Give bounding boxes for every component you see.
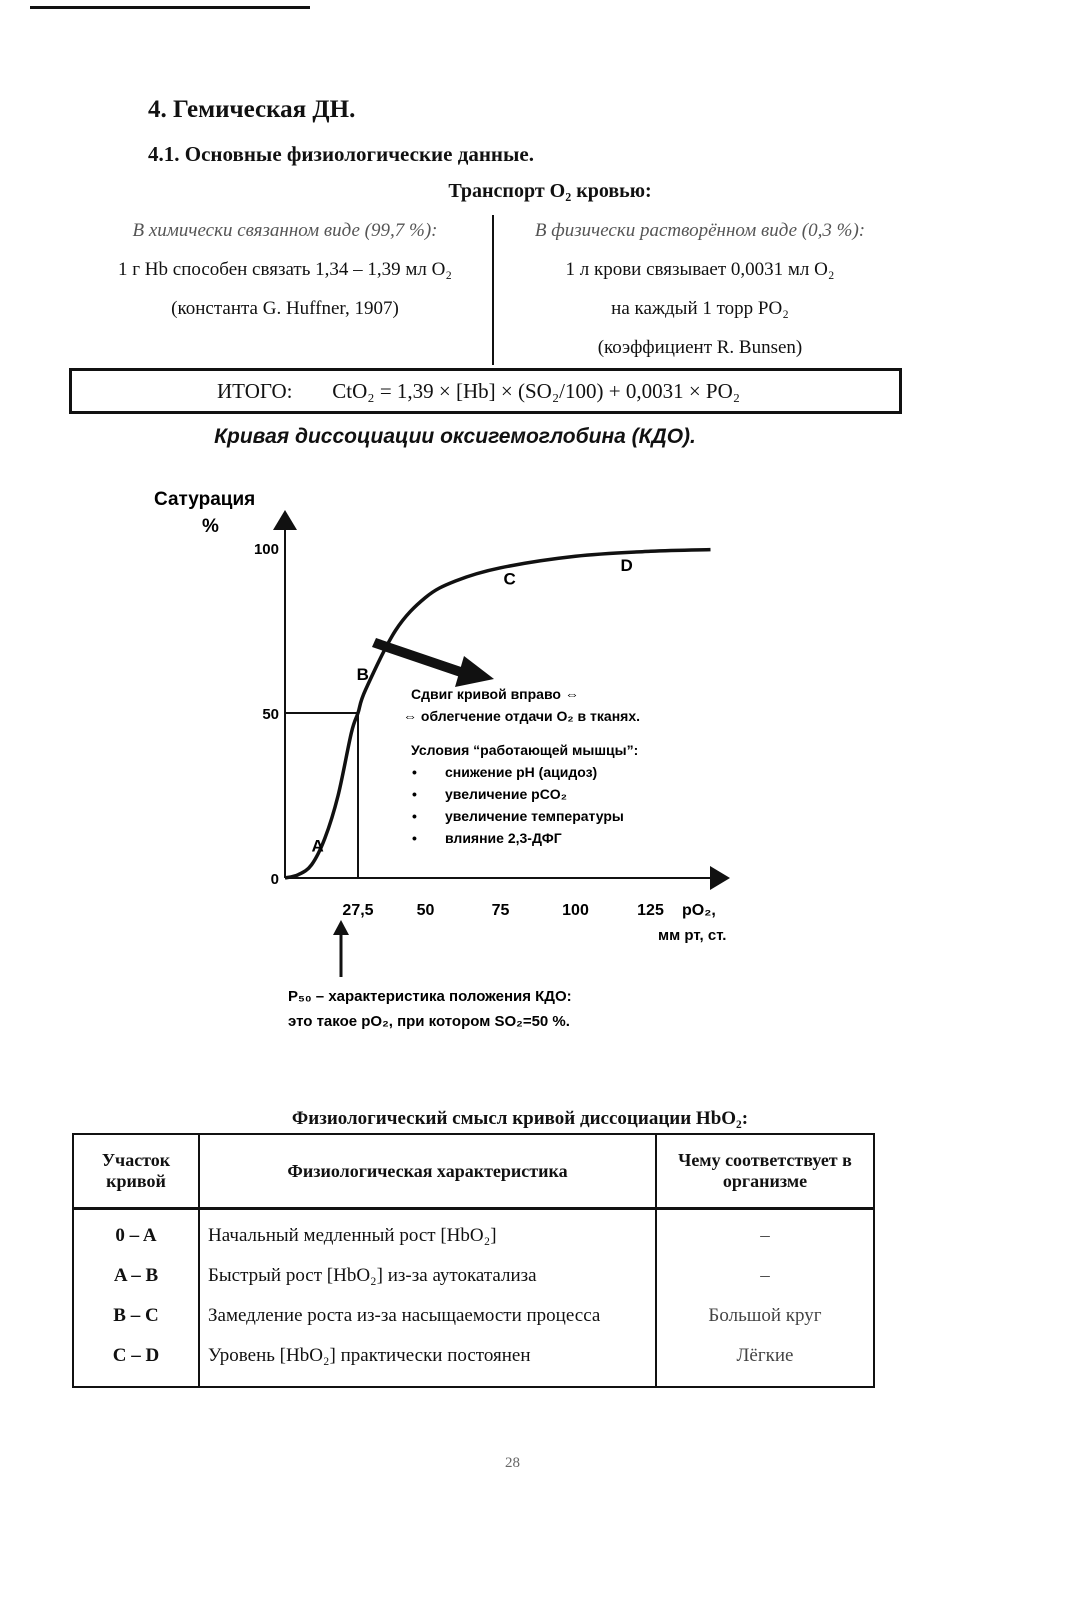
condition-item: увеличение pCO₂ — [445, 786, 567, 802]
row-segment: B – C — [73, 1296, 199, 1336]
conditions-list — [412, 764, 624, 846]
row-organ: – — [656, 1209, 874, 1257]
x-tick-label: 125 — [637, 902, 664, 919]
point-label-a: A — [311, 836, 324, 856]
table-row — [73, 1209, 874, 1257]
chemical-binding-block — [75, 211, 495, 328]
y-axis-label: Сатурация — [154, 489, 256, 510]
y-axis-unit: % — [202, 516, 219, 537]
table-header-row — [73, 1134, 874, 1209]
physical-caption: В физически растворённом виде (0,3 %): — [534, 220, 866, 241]
chemical-line-1: 1 г Hb способен связать 1,34 – 1,39 мл O₂ — [118, 259, 452, 280]
p50-note-line-1: P₅₀ – характеристика положения КДО: — [288, 988, 572, 1005]
row-segment: 0 – A — [73, 1209, 199, 1257]
condition-item: снижение pH (ацидоз) — [445, 764, 598, 780]
shift-annotation-line-1: Сдвиг кривой вправо ⇔ — [411, 686, 579, 702]
page-number: 28 — [505, 1455, 520, 1471]
condition-bullet: • — [412, 830, 417, 846]
physiology-table — [72, 1133, 875, 1388]
condition-bullet: • — [412, 764, 417, 780]
chemical-line-2: (константа G. Huffner, 1907) — [171, 298, 399, 319]
y-tick-label: 100 — [253, 541, 279, 558]
section-heading: 4. Гемическая ДН. — [148, 96, 356, 123]
point-label-d: D — [620, 556, 633, 576]
condition-item: влияние 2,3-ДФГ — [445, 830, 562, 846]
x-tick-label: 27,5 — [342, 902, 374, 919]
row-organ: Большой круг — [656, 1296, 874, 1336]
table-row — [73, 1296, 874, 1336]
total-formula-box — [69, 368, 902, 414]
condition-bullet: • — [412, 808, 417, 824]
row-description: Быстрый рост [HbO₂] из-за аутокатализа — [199, 1256, 656, 1296]
row-organ: Лёгкие — [656, 1336, 874, 1387]
total-formula: CtO₂ = 1,39 × [Hb] × (SO₂/100) + 0,0031 × PO₂ — [332, 379, 741, 403]
p50-note-line-2: это такое pO₂, при котором SO₂=50 %. — [288, 1013, 570, 1030]
physical-line-3: (коэффициент R. Bunsen) — [597, 337, 803, 358]
condition-item: увеличение температуры — [445, 808, 624, 824]
x-tick-label: 100 — [562, 902, 589, 919]
table-title: Физиологический смысл кривой диссоциации HbO₂: — [291, 1108, 749, 1129]
header-characteristic: Физиологическая характеристика — [199, 1134, 656, 1209]
chemical-caption: В химически связанном виде (99,7 %): — [132, 220, 438, 241]
shift-right-arrow — [372, 638, 494, 687]
column-divider — [492, 215, 494, 365]
row-description: Уровень [HbO₂] практически постоянен — [199, 1336, 656, 1387]
shift-annotation-line-2: ⇔ облегчение отдачи O₂ в тканях. — [403, 708, 640, 724]
conditions-title: Условия “работающей мышцы”: — [411, 742, 639, 758]
y-tick-label: 50 — [262, 706, 279, 723]
header-organism: Чему соответствует в организме — [656, 1134, 874, 1209]
subsection-heading: 4.1. Основные физиологические данные. — [148, 142, 534, 166]
row-segment: C – D — [73, 1336, 199, 1387]
row-description: Начальный медленный рост [HbO₂] — [199, 1209, 656, 1257]
p50-up-arrow — [333, 920, 349, 977]
dissociation-curve-chart — [140, 480, 780, 1060]
physical-line-1: 1 л крови связывает 0,0031 мл O₂ — [565, 259, 835, 280]
row-segment: A – B — [73, 1256, 199, 1296]
row-organ: – — [656, 1256, 874, 1296]
chart-title: Кривая диссоциации оксигемоглобина (КДО). — [214, 425, 696, 448]
x-axis-unit: мм рт, ст. — [658, 927, 727, 944]
y-tick-label: 0 — [270, 871, 279, 888]
condition-bullet: • — [412, 786, 417, 802]
row-description: Замедление роста из-за насыщаемости процесса — [199, 1296, 656, 1336]
x-axis-label: pO₂, — [682, 902, 716, 919]
transport-title: Транспорт O₂ кровью: — [448, 180, 652, 202]
table-row — [73, 1256, 874, 1296]
point-label-b: B — [356, 665, 369, 684]
x-tick-label: 50 — [416, 902, 435, 919]
table-row — [73, 1336, 874, 1387]
point-label-c: C — [503, 569, 516, 589]
top-rule — [30, 6, 310, 9]
physical-dissolved-block — [500, 211, 900, 367]
total-label: ИТОГО: — [217, 379, 293, 403]
x-tick-label: 75 — [491, 902, 510, 919]
physical-line-2: на каждый 1 торр PO₂ — [611, 298, 789, 319]
header-segment: Участок кривой — [73, 1134, 199, 1209]
